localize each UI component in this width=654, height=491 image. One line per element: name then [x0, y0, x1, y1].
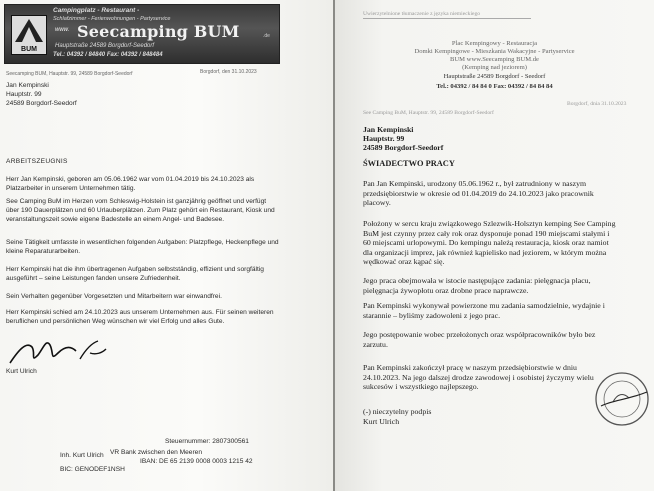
header-phone: Tel.: 04392 / 84 84 0 Fax: 04392 / 84 84 84: [436, 83, 553, 90]
brand-name: Seecamping BUM: [77, 22, 240, 41]
letter-date: Borgdorf, dnia 31.10.2023: [567, 101, 627, 107]
recipient-name: Jan Kempinski: [363, 125, 414, 134]
letterhead-phone: Tel.: 04392 / 84840 Fax: 04392 / 848484: [53, 52, 163, 58]
paragraph-departure: Pan Kempinski zakończył pracę w naszym przedsiębiorstwie w dniu 24.10.2023. Na jego dalszej drodze zawodowej i osobistej życzymy wielu sukcesów i wszystkiego najlepszego.: [363, 363, 594, 392]
letterhead-subservices: Schlafzimmer - Ferienwohnungen - Partyservice: [53, 16, 171, 22]
header-line-3: BUM www.Seecamping BUM.de: [450, 56, 539, 63]
letterhead-services: Campingplatz - Restaurant -: [53, 7, 140, 14]
tent-icon: [12, 16, 46, 46]
owner-name: Inh. Kurt Ulrich: [60, 452, 104, 459]
sender-line: See Camping BuM, Hauptstr. 99, 24589 Borgdorf-Seedorf: [363, 110, 494, 116]
divider: [363, 18, 531, 19]
sender-line: Seecamping BUM, Hauptstr. 99, 24589 Borgdorf-Seedorf: [6, 71, 133, 77]
paragraph-duties: Jego praca obejmowała w istocie następujące zadania: pielęgnacja placu, pielęgnacja żywopłotu oraz drobne prace naprawcze.: [363, 276, 591, 295]
paragraph-performance: Herr Kempinski hat die ihm übertragenen Aufgaben selbstständig, effizient und sorgfältig ausgeführt – seine Leistungen fanden unsere Zufriedenheit.: [6, 266, 264, 282]
paragraph-company: Położony w sercu kraju związkowego Szlezwik-Holsztyn kemping See Camping BuM jest czynny przez cały rok oraz dysponuje ponad 190 miejscami stałymi i 60 miejscami urlopowymi. Do kempingu należą restauracja, kiosk oraz namiot dla organizacji imprez, jak również kąpielisko nad jeziorem, w którym można wędkować oraz kąpać się.: [363, 219, 616, 267]
paragraph-conduct: Sein Verhalten gegenüber Vorgesetzten und Mitarbeitern war einwandfrei.: [6, 293, 222, 300]
recipient-city: 24589 Borgdorf-Seedorf: [6, 100, 77, 107]
document-title: ŚWIADECTWO PRACY: [363, 159, 455, 168]
tax-number: Steuernummer: 2807300561: [165, 438, 249, 445]
logo-text: BUM: [21, 46, 37, 53]
letter-date: Borgdorf, den 31.10.2023: [200, 69, 257, 75]
translator-stamp-icon: [593, 370, 651, 428]
paragraph-departure: Herr Kempinski schied am 24.10.2023 aus unserem Unternehmen aus. Für seinen weiteren beruflichen und persönlichen Weg wünschen wir viel Erfolg und alles Gute.: [6, 309, 274, 325]
bank-iban: IBAN: DE 65 2139 0008 0003 1215 42: [140, 458, 253, 465]
header-line-2: Domki Kempingowe - Mieszkania Wakacyjne - Partyservice: [414, 48, 575, 55]
signer-name: Kurt Ulrich: [6, 368, 37, 375]
paragraph-employment: Pan Jan Kempinski, urodzony 05.06.1962 r., był zatrudniony w naszym przedsiębiorstwie w okresie od 01.04.2019 do 24.10.2023 jako pracownik placowy.: [363, 179, 594, 208]
header-line-4: (Kemping nad jeziorem): [462, 64, 527, 71]
camping-logo: [11, 15, 47, 55]
paragraph-employment: Herr Jan Kempinski, geboren am 05.06.1962 war vom 01.04.2019 bis 24.10.2023 als Platzarbeiter in unserem Unternehmen tätig.: [6, 176, 255, 192]
header-address: Hauptstraße 24589 Borgdorf - Seedorf: [443, 73, 546, 80]
polish-translation-page: [335, 0, 654, 491]
letterhead-address: Hauptstraße 24589 Borgdorf-Seedorf: [55, 43, 155, 49]
translation-note: Uwierzytelnione tłumaczenie z języka niemieckiego: [363, 11, 481, 17]
recipient-name: Jan Kempinski: [6, 82, 49, 89]
recipient-city: 24589 Borgdorf-Seedorf: [363, 143, 444, 152]
bank-name: VR Bank zwischen den Meeren: [110, 449, 202, 456]
paragraph-conduct: Jego postępowanie wobec przełożonych oraz współpracowników było bez zarzutu.: [363, 330, 596, 349]
recipient-street: Hauptstr. 99: [363, 134, 405, 143]
paragraph-company: See Camping BuM im Herzen vom Schleswig-Holstein ist ganzjährig geöffnet und verfügt über 190 Dauerplätzen und 60 Urlauberplätzen. Zum Platz gehört ein Restaurant, Kiosk und veranstaltungszeit sowie eigene Badestelle an einem Angel- und Badesee.: [6, 198, 275, 223]
document-title: ARBEITSZEUGNIS: [6, 158, 68, 165]
signer-name: Kurt Ulrich: [363, 417, 400, 426]
recipient-street: Hauptstr. 99: [6, 91, 42, 98]
handwritten-signature: [6, 333, 116, 369]
bank-bic: BIC: GENODEF1NSH: [60, 466, 125, 473]
letterhead-www: www.: [55, 27, 70, 33]
paragraph-duties: Seine Tätigkeit umfasste in wesentlichen folgenden Aufgaben: Platzpflege, Heckenpflege und kleine Reparaturarbeiten.: [6, 239, 279, 255]
brand-suffix: .de: [263, 33, 270, 39]
paragraph-performance: Pan Kempinski wykonywał powierzone mu zadania samodzielnie, wydajnie i starannie – byliśmy zadowoleni z jego prac.: [363, 301, 605, 320]
signature-note: (-) nieczytelny podpis: [363, 407, 432, 416]
header-line-1: Plac Kempingowy - Restauracja: [451, 40, 538, 47]
letterhead-banner: [4, 4, 280, 64]
